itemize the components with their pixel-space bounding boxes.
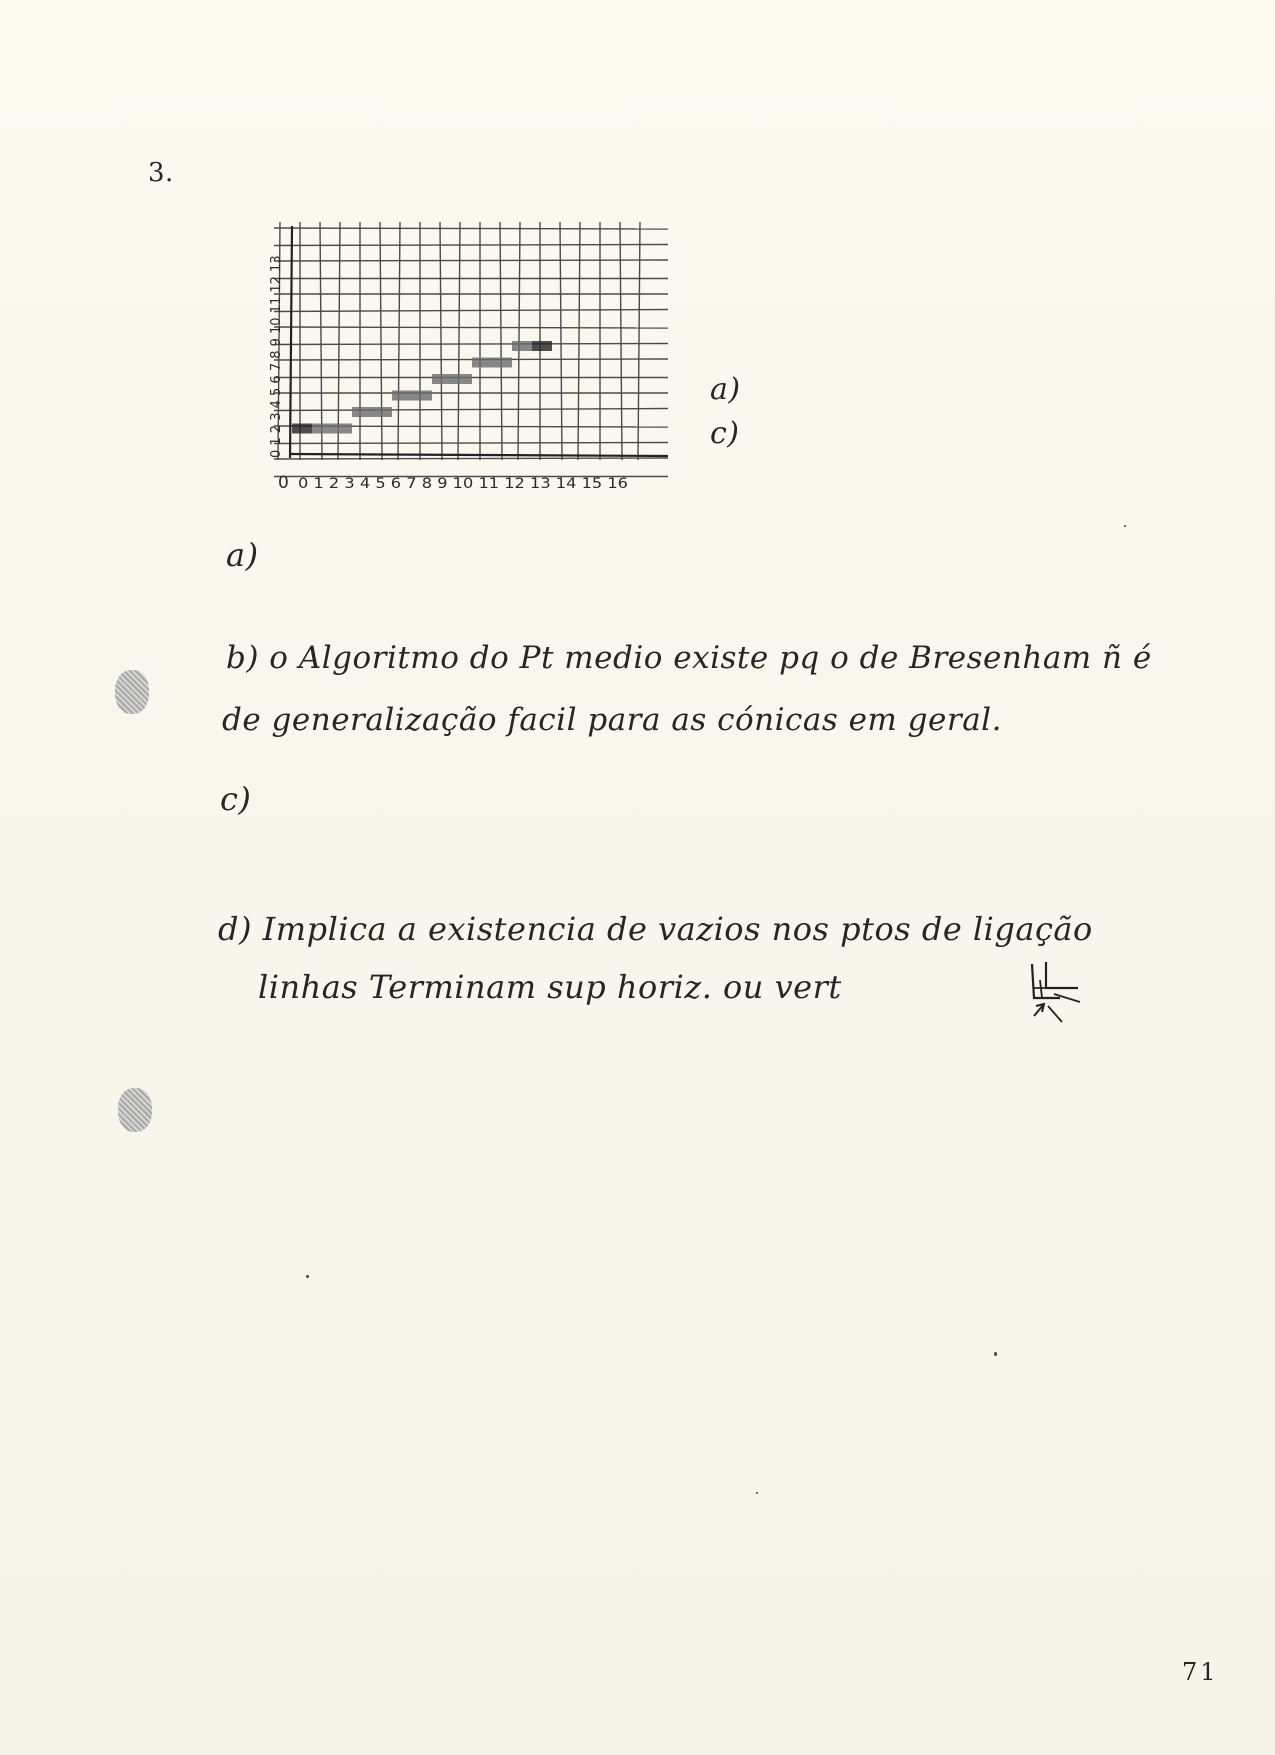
shaded-pixel: [392, 391, 412, 401]
shaded-pixel: [432, 374, 452, 384]
shaded-pixel: [332, 424, 352, 434]
shaded-pixels: [292, 341, 552, 434]
grid-line-vertical: [440, 222, 442, 460]
punch-hole-top: [115, 670, 149, 714]
figure-label-a: a): [710, 372, 741, 407]
shaded-pixel: [352, 407, 372, 417]
grid-line-horizontal: [274, 228, 668, 229]
junction-sketch: [1020, 958, 1090, 1028]
shaded-pixel: [532, 341, 552, 351]
grid-line-horizontal: [274, 458, 668, 459]
answer-a-label: a): [226, 536, 259, 574]
grid-line-horizontal: [274, 260, 668, 261]
answer-c-label: c): [220, 780, 252, 818]
grid-lines: [274, 222, 668, 477]
question-number: 3.: [148, 158, 174, 188]
shaded-pixel: [512, 341, 532, 351]
pixel-grid-figure: [250, 210, 690, 500]
x-axis-line: [290, 454, 668, 456]
page-number: 71: [1182, 1658, 1219, 1686]
origin-label: 0: [278, 473, 289, 493]
answer-d-line-1: d) Implica a existencia de vazios nos ptos de ligação: [218, 910, 1093, 948]
grid-line-horizontal: [274, 344, 668, 345]
shaded-pixel: [452, 374, 472, 384]
answer-b-line-1: b) o Algoritmo do Pt medio existe pq o de Bresenham ñ é: [226, 640, 1152, 676]
grid-line-vertical: [638, 222, 640, 460]
y-axis-labels: 0 1 2 3 4 5 6 7 8 9 10 11 12 13: [269, 255, 284, 458]
shaded-pixel: [292, 424, 312, 434]
grid-line-vertical: [620, 222, 622, 460]
scan-speck: [756, 1492, 758, 1494]
grid-line-horizontal: [274, 359, 668, 360]
grid-line-vertical: [578, 222, 580, 460]
grid-line-vertical: [560, 222, 562, 460]
shaded-pixel: [312, 424, 332, 434]
scan-speck: [306, 1275, 309, 1278]
scan-speck: [1124, 525, 1126, 527]
grid-line-horizontal: [274, 327, 668, 328]
grid-line-vertical: [398, 222, 400, 460]
punch-hole-bottom: [118, 1088, 152, 1132]
grid-line-horizontal: [274, 310, 668, 312]
answer-b-line-2: de generalização facil para as cónicas em geral.: [222, 702, 1002, 738]
answer-d-line-2: linhas Terminam sup horiz. ou vert: [258, 968, 842, 1006]
figure-label-c: c): [710, 416, 740, 451]
shaded-pixel: [412, 391, 432, 401]
shaded-pixel: [492, 358, 512, 368]
grid-line-horizontal: [274, 443, 668, 444]
x-axis-labels: 0 1 2 3 4 5 6 7 8 9 10 11 12 13 14 15 16: [298, 476, 629, 492]
shaded-pixel: [472, 358, 492, 368]
grid-line-vertical: [380, 222, 382, 460]
shaded-pixel: [372, 407, 392, 417]
grid-line-vertical: [458, 222, 460, 460]
grid-line-horizontal: [274, 245, 668, 246]
grid-line-horizontal: [274, 409, 668, 411]
grid-line-vertical: [500, 222, 502, 460]
scan-speck: [994, 1352, 997, 1356]
